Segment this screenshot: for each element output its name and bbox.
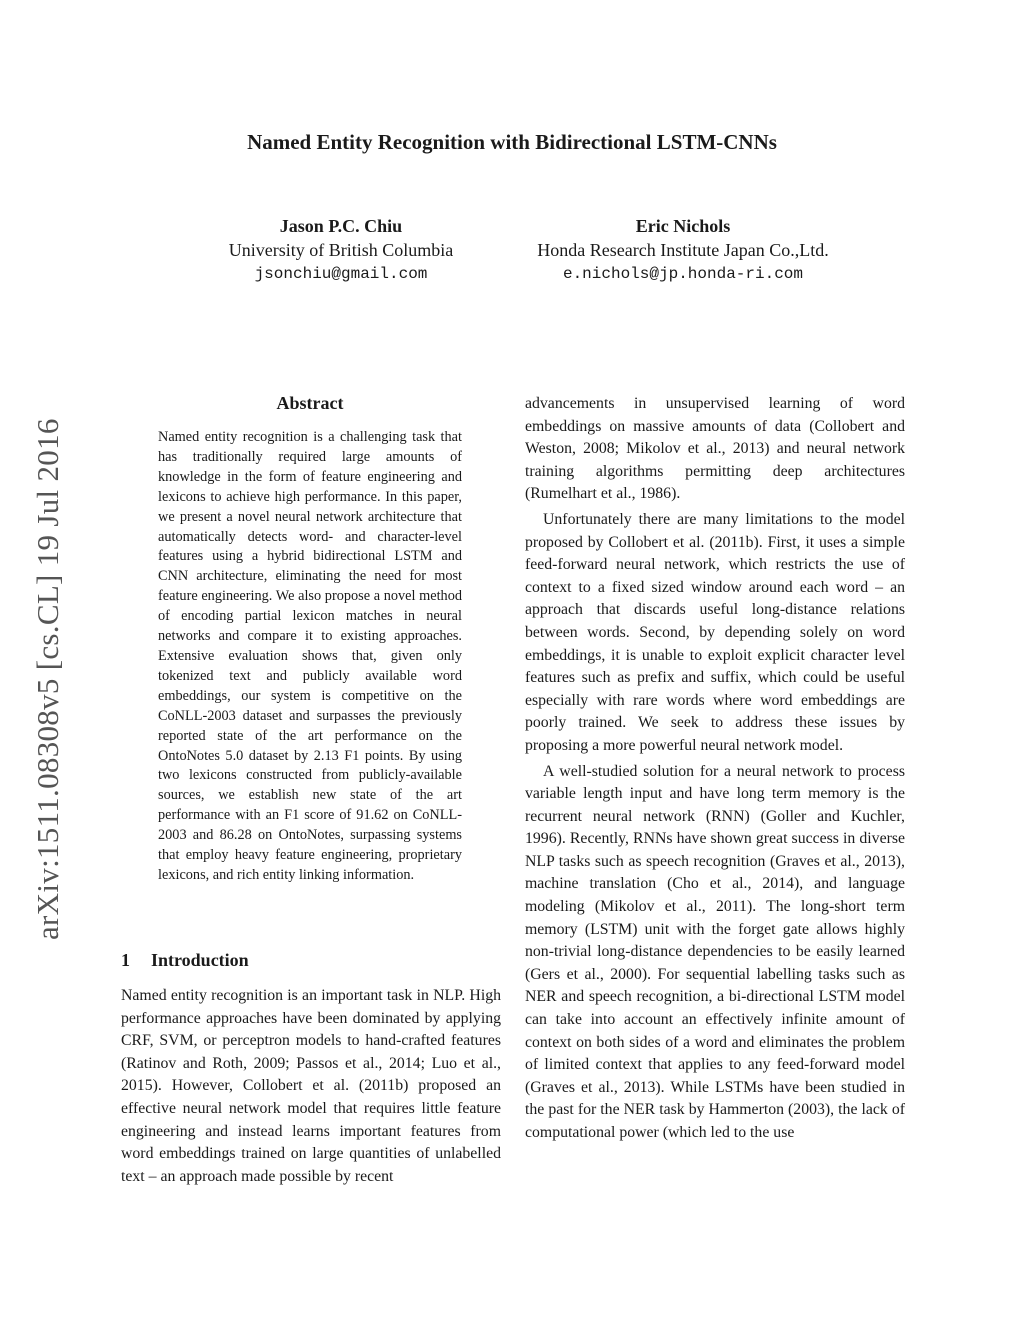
author-email: e.nichols@jp.honda-ri.com — [562, 265, 804, 283]
author-name: Jason P.C. Chiu — [279, 216, 403, 236]
abstract-text: Named entity recognition is a challenging task that has traditionally required large amounts of knowledge in the form of feature engineering and lexicons to achieve high performance. In this paper, we present a novel neural network architecture that automatically detects word- and character-level features using a hybrid bidirectional LSTM and CNN architecture, eliminating the need for most feature engineering. We also propose a novel method of encoding partial lexicon matches in neural networks and compare it to existing approaches. Extensive evaluation shows that, given only tokenized text and publicly available word embeddings, our system is competitive on the CoNLL-2003 dataset and surpasses the previously reported state of the art performance on the OntoNotes 5.0 dataset by 2.13 F1 points. By using two lexicons constructed from publicly-available sources, we establish new state of the art performance with an F1 score of 91.62 on CoNLL-2003 and 86.28 on OntoNotes, surpassing systems that employ heavy feature engineering, proprietary lexicons, and rich entity linking information. — [158, 429, 462, 883]
paper-title: Named Entity Recognition with Bidirectional LSTM-CNNs — [247, 130, 777, 154]
abstract-heading: Abstract — [276, 393, 344, 413]
author-affiliation: Honda Research Institute Japan Co.,Ltd. — [537, 240, 829, 260]
arxiv-stamp: arXiv:1511.08308v5 [cs.CL] 19 Jul 2016 — [30, 418, 65, 940]
section-heading — [121, 950, 501, 971]
section-number: 1 — [121, 950, 130, 970]
author-affiliation: University of British Columbia — [228, 240, 454, 260]
author-email: jsonchiu@gmail.com — [254, 265, 428, 283]
author-name: Eric Nichols — [635, 216, 731, 236]
intro-paragraph-left: Named entity recognition is an important task in NLP. High performance approaches have been dominated by applying CRF, SVM, or perceptron models to hand-crafted features (Ratinov and Roth, 2009; Passos et al., 2014; Luo et al., 2015). However, Collobert et al. (2011b) proposed an effective neural network model that requires little feature engineering and instead learns important features from word embeddings trained on large quantities of unlabelled text – an approach made possible by recent — [121, 987, 501, 1185]
right-column — [525, 393, 905, 1148]
section-title: Introduction — [151, 950, 249, 970]
body-paragraph: A well-studied solution for a neural network to process variable length input and have long term memory is the recurrent neural network (RNN) (Goller and Kuchler, 1996). Recently, RNNs have shown great success in diverse NLP tasks such as speech recognition (Graves et al., 2013), machine translation (Cho et al., 2014), and language modeling (Mikolov et al., 2011). The long-short term memory (LSTM) unit with the forget gate allows highly non-trivial long-distance dependencies to be easily learned (Gers et al., 2000). For sequential labelling tasks such as NER and speech recognition, a bi-directional LSTM model can take into account an effectively infinite amount of context on both sides of a word and eliminates the problem of limited context that applies to any feed-forward model (Graves et al., 2013). While LSTMs have been studied in the past for the NER task by Hammerton (2003), the lack of computational power (which led to the use — [525, 762, 905, 1141]
author-block-2 — [518, 214, 848, 286]
body-paragraph: advancements in unsupervised learning of word embeddings on massive amounts of data (Collobert and Weston, 2008; Mikolov et al., 2013) and neural network training algorithms permitting deep architectures (Rumelhart et al., 1986). — [525, 395, 905, 503]
body-paragraph: Unfortunately there are many limitations to the model proposed by Collobert et al. (2011b). First, it uses a simple feed-forward neural network, which restricts the use of context to a fixed sized window around each word – an approach that discards useful long-distance relations between words. Second, by depending solely on word embeddings, it is unable to exploit explicit character level features such as prefix and suffix, which could be useful especially with rare words where word embeddings are poorly trained. We seek to address these issues by proposing a more powerful neural network model. — [525, 510, 905, 754]
author-block-1 — [176, 214, 506, 286]
